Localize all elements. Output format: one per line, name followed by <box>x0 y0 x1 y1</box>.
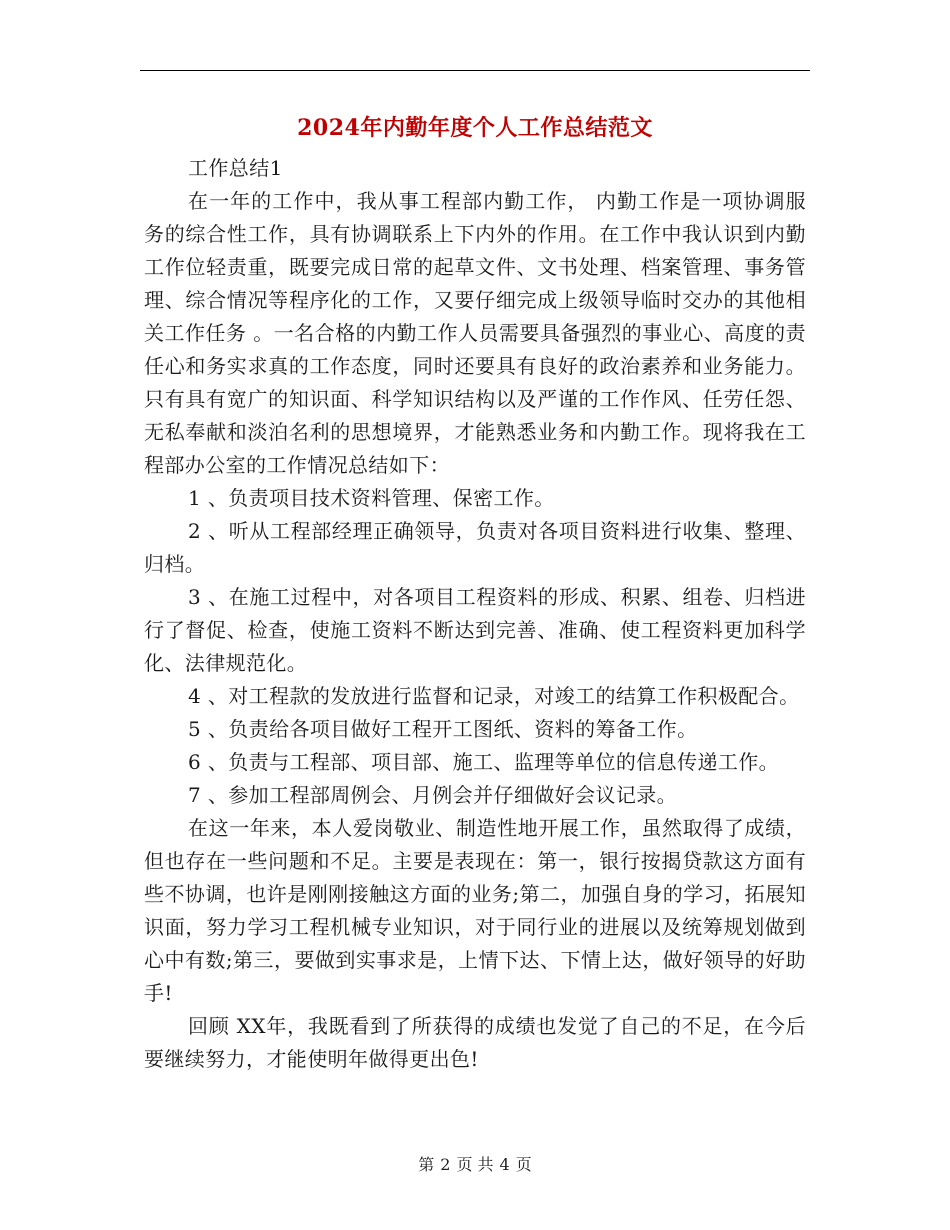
intro-paragraph: 在一年的工作中，我从事工程部内勤工作， 内勤工作是一项协调服务的综合性工作，具有协调联系上下内外的作用。在工作中我认识到内勤工作位轻责重，既要完成日常的起草文件、文书处理、档案管理、事务管理、综合情况等程序化的工作，又要仔细完成上级领导临时交办的其他相关工作任务 。一名合格的内勤工作人员需要具备强烈的事业心、高度的责任心和务实求真的工作态度，同时还要具有良好的政治素养和业务能力。只有具有宽广的知识面、科学知识结构以及严谨的工作作风、任劳任怨、无私奉献和淡泊名利的思想境界，才能熟悉业务和内勤工作。现将我在工程部办公室的工作情况总结如下： <box>144 189 806 477</box>
document-title: 2024年内勤年度个人工作总结范文 <box>297 115 653 141</box>
list-item-5: 5 、负责给各项目做好工程开工图纸、资料的筹备工作。 <box>188 717 698 741</box>
list-item-7: 7 、参加工程部周例会、月例会并仔细做好会议记录。 <box>188 783 678 807</box>
reflection-paragraph: 在这一年来，本人爱岗敬业、制造性地开展工作，虽然取得了成绩，但也存在一些问题和不足。主要是表现在：第一，银行按揭贷款这方面有些不协调，也许是刚刚接触这方面的业务;第二，加强自身的学习，拓展知识面，努力学习工程机械专业知识，对于同行业的进展以及统筹规划做到心中有数;第三，要做到实事求是，上情下达、下情上达，做好领导的好助手! <box>144 816 806 1005</box>
page-footer <box>0 1152 950 1175</box>
footer-current-page: 2 <box>440 1155 451 1174</box>
list-item-2: 2 、听从工程部经理正确领导，负责对各项目资料进行收集、整理、归档。 <box>144 519 806 576</box>
header-rule <box>140 70 810 71</box>
list-item-1: 1 、负责项目技术资料管理、保密工作。 <box>188 486 555 510</box>
footer-label-of: 页 共 <box>456 1155 494 1174</box>
list-item-6: 6 、负责与工程部、项目部、施工、监理等单位的信息传递工作。 <box>188 750 780 774</box>
section-heading: 工作总结1 <box>188 156 283 180</box>
document-body <box>144 152 806 1076</box>
closing-paragraph: 回顾 XX年，我既看到了所获得的成绩也发觉了自己的不足，在今后要继续努力，才能使明年做得更出色! <box>144 1014 806 1071</box>
footer-label-end: 页 <box>515 1155 532 1174</box>
list-item-3: 3 、在施工过程中，对各项目工程资料的形成、积累、组卷、归档进行了督促、检查，使施工资料不断达到完善、准确、使工程资料更加科学化、法律规范化。 <box>144 585 806 675</box>
footer-label-page: 第 <box>418 1155 435 1174</box>
list-item-4: 4 、对工程款的发放进行监督和记录，对竣工的结算工作积极配合。 <box>188 684 800 708</box>
footer-total-pages: 4 <box>499 1155 510 1174</box>
